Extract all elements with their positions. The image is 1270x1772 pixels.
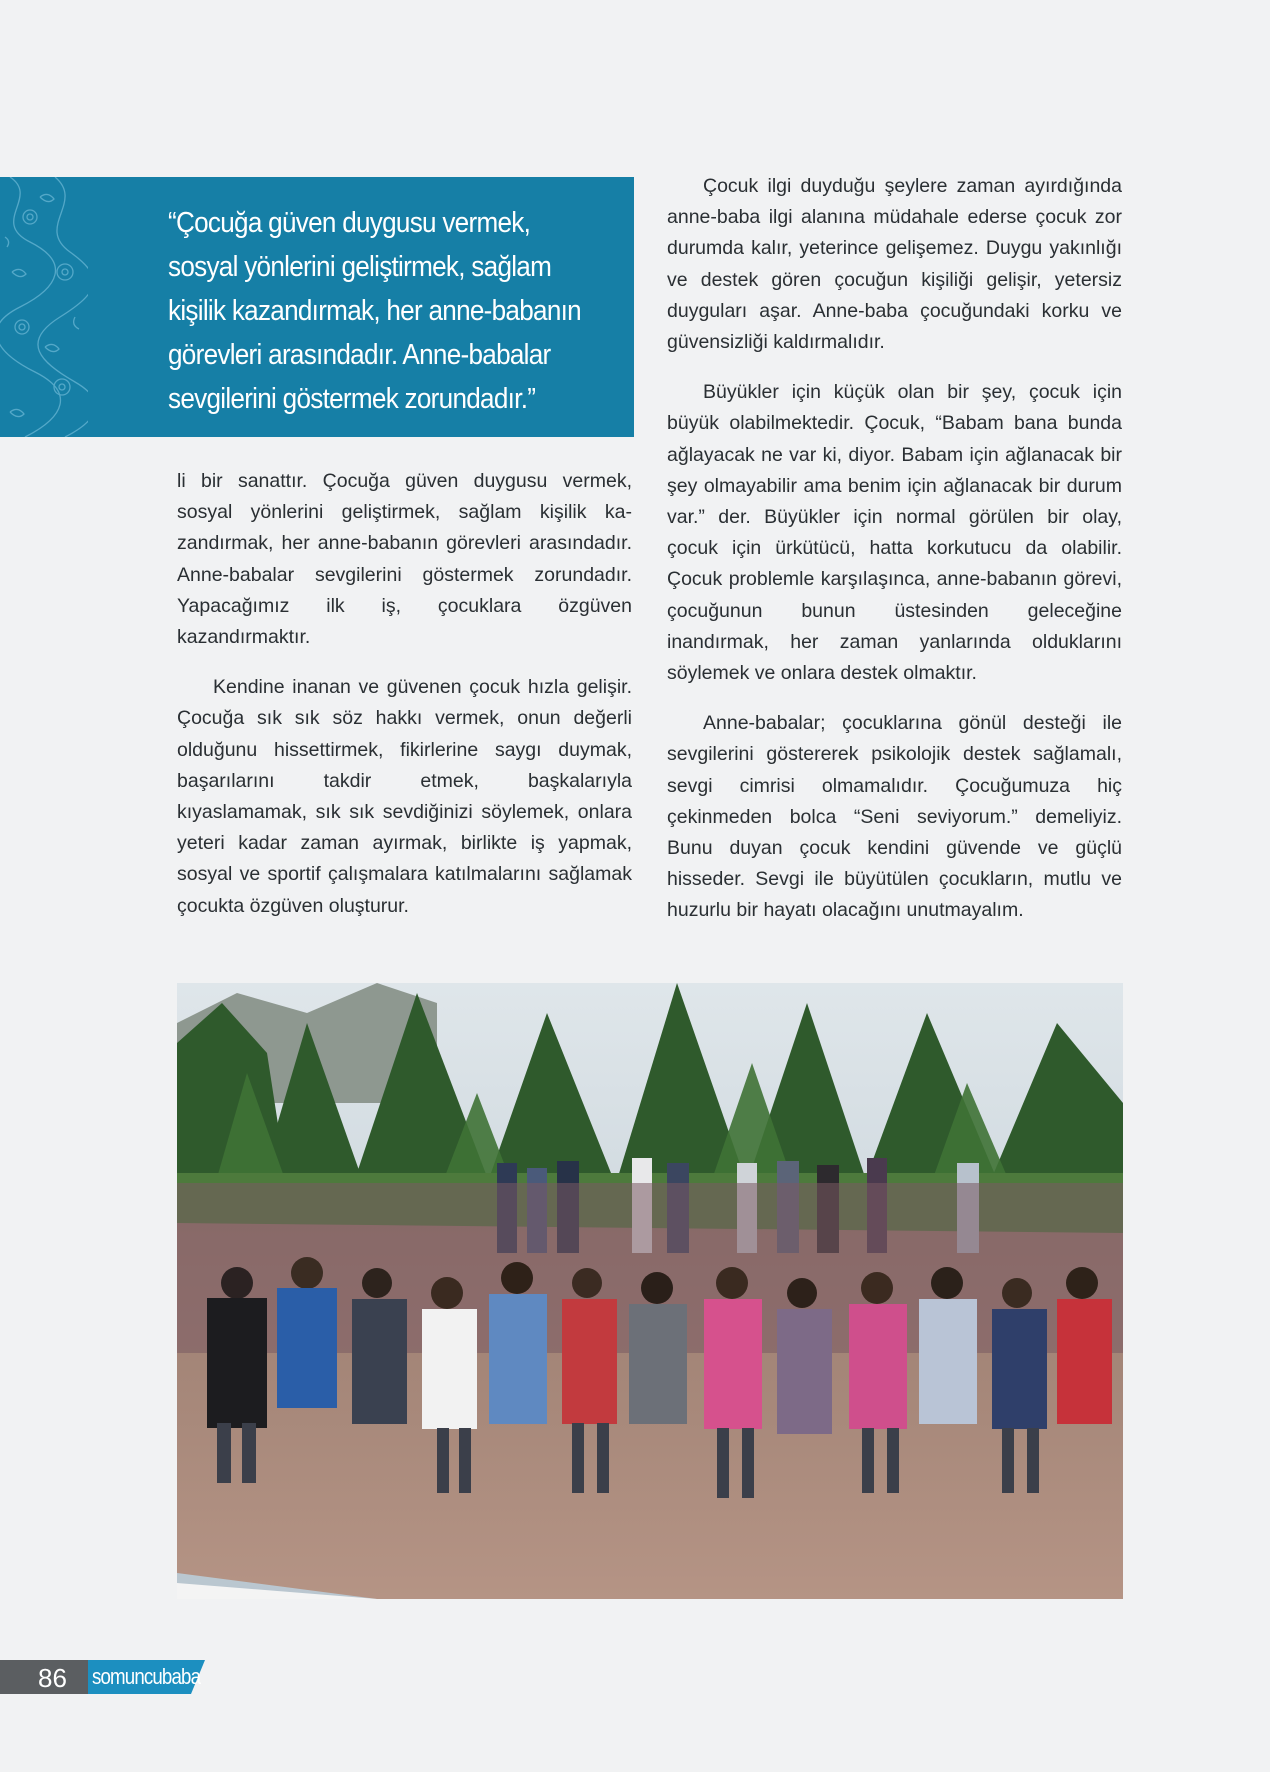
paragraph: Çocuk ilgi duyduğu şeylere zaman ayırdığında anne-baba ilgi alanına müdahale ederse çocuk zor durumda kalır, yeterince gelişemez. Duygu yakınlığı ve destek gören çocuğun kişiliği gelişir, yetersiz duyguları aşar. Anne-baba çocuğundaki korku ve güvensizliği kaldırmalıdır. <box>667 175 1122 354</box>
schoolchildren-photo <box>177 983 1123 1599</box>
left-text-column <box>177 466 632 941</box>
photo-illustration <box>177 983 1123 1599</box>
page-number: 86 <box>38 1663 67 1693</box>
pull-quote-line: görevleri arasındadır. Anne-babalar <box>168 339 551 371</box>
pull-quote-line: sosyal yönlerini geliştirmek, sağlam <box>168 251 552 283</box>
floral-ornament-pattern <box>0 177 88 437</box>
right-text-column <box>667 171 1122 946</box>
paragraph: Kendine inanan ve güvenen çocuk hızla gelişir. Çocuğa sık sık söz hakkı vermek, onun değerli olduğunu hissettirmek, fikirlerine saygı duymak, başarılarını takdir etmek, başkalarıyla kıyaslamamak, sık sık sevdiğinizi söylemek, onlara yeteri kadar zaman ayırmak, birlikte iş yapmak, sosyal ve sportif çalışmalara katılmalarını sağlamak çocukta özgüven oluşturur. <box>177 676 632 917</box>
pull-quote-text <box>168 201 598 421</box>
pull-quote-line: sevgilerini göstermek zorundadır.” <box>168 383 536 415</box>
pull-quote-line: kişilik kazandırmak, her anne-babanın <box>168 295 581 327</box>
paragraph: li bir sanattır. Çocuğa güven duygusu vermek, sosyal yönlerini geliştirmek, sağlam kişilik kazandırmak, her anne-babanın görevleri arasındadır. Anne-babalar sevgilerini göstermek zorundadır. Yapacağımız ilk iş, çocuklara özgüven kazandırmaktır. <box>177 470 632 649</box>
pull-quote-box <box>0 177 634 437</box>
paragraph: Anne-babalar; çocuklarına gönül desteği ile sevgilerini göstererek psikolojik destek sağlamalı, sevgi cimrisi olmamalıdır. Çocuğumuza hiç çekinmeden bolca “Seni seviyorum.” demeliyiz. Bunu duyan çocuk kendini güvende ve güçlü hisseder. Sevgi ile büyütülen çocukların, mutlu ve huzurlu bir hayatı olacağını unutmayalım. <box>667 712 1122 922</box>
pull-quote-line: “Çocuğa güven duygusu vermek, <box>168 207 531 239</box>
magazine-brand-name: somuncubaba <box>92 1664 201 1689</box>
paragraph: Büyükler için küçük olan bir şey, çocuk için büyük olabilmektedir. Çocuk, “Babam bana bunda ağlayacak ne var ki, diyor. Babam için ağlanacak bir şey olmayabilir ama benim için ağlanacak bir durum var.” der. Büyükler için normal görülen bir olay, çocuk için ürkütücü, hatta korkutucu da olabilir. Çocuk problemle karşılaşınca, anne-babanın görevi, çocuğunun bunun üstesinden geleceğine inandırmak, her zaman yanlarında olduklarını söylemek ve onlara destek olmaktır. <box>667 381 1122 685</box>
